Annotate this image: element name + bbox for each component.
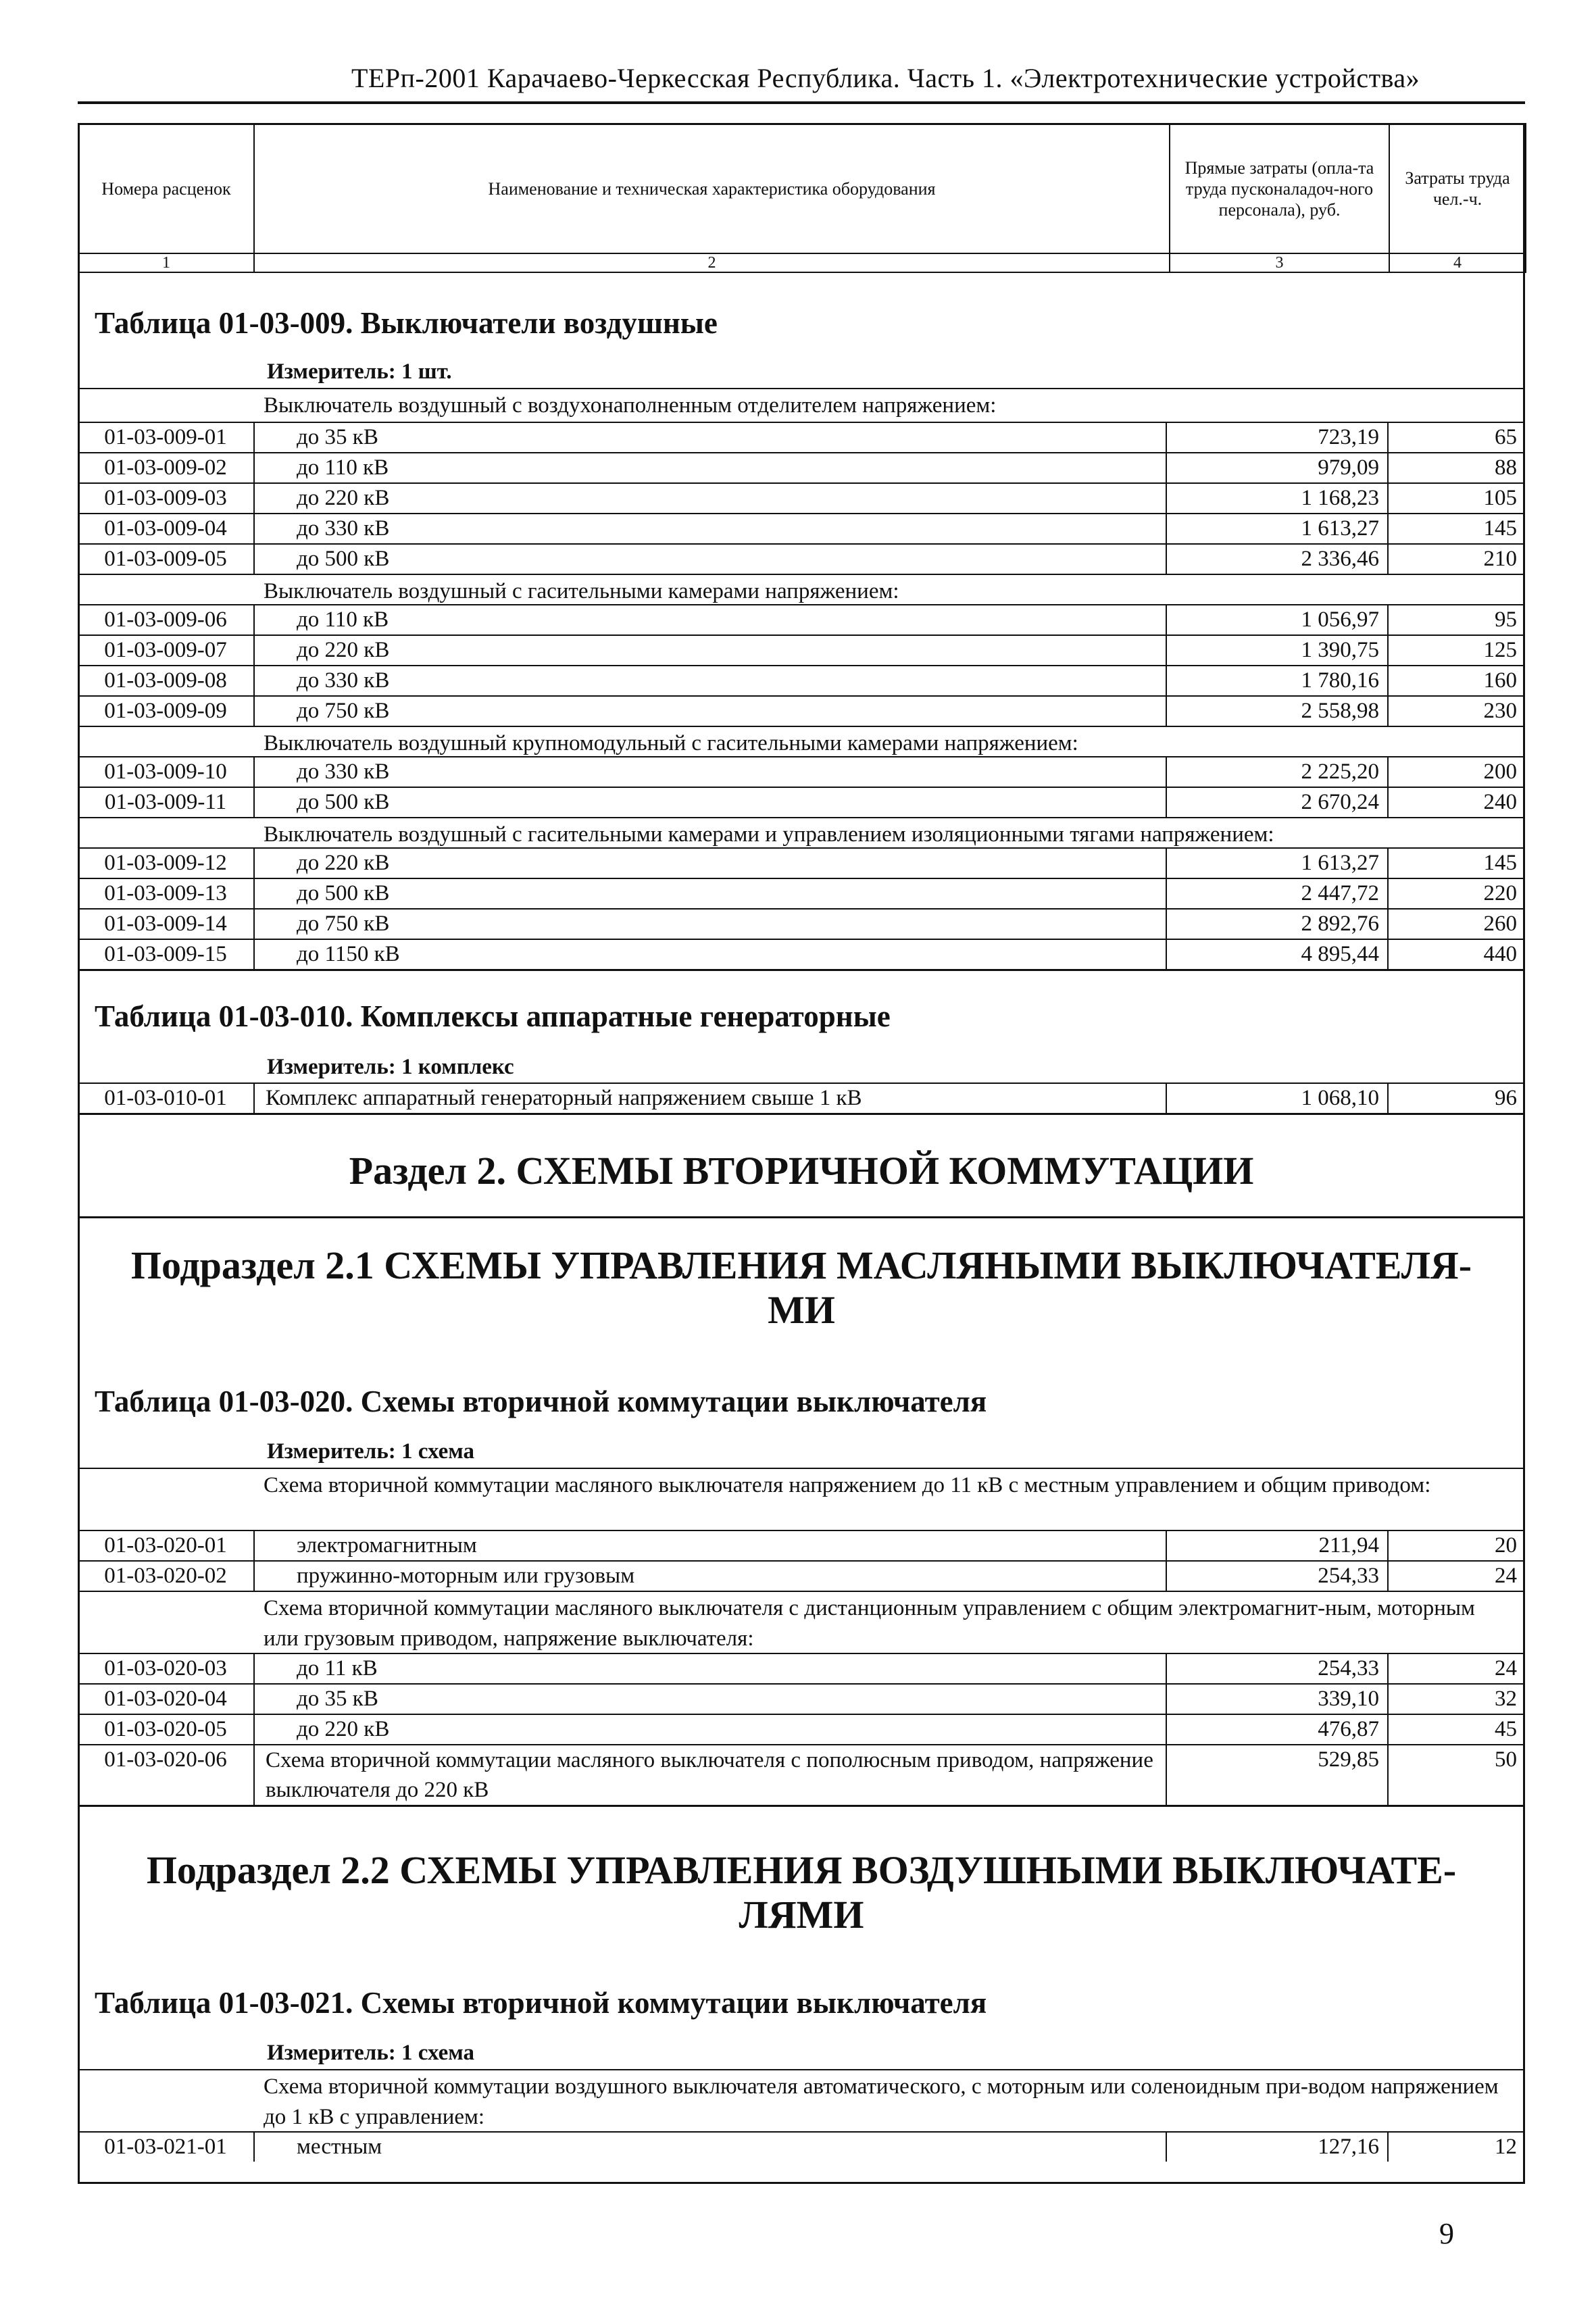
table-row: 01-03-009-09 до 750 кВ 2 558,98 230 (78, 695, 1525, 726)
table-row: 01-03-009-13 до 500 кВ 2 447,72 220 (78, 878, 1525, 908)
table-row: 01-03-009-08 до 330 кВ 1 780,16 160 (78, 665, 1525, 695)
table-row: 01-03-010-01 Комплекс аппаратный генераторный напряжением свыше 1 кВ 1 068,10 96 (78, 1082, 1525, 1113)
table-row: 01-03-009-14 до 750 кВ 2 892,76 260 (78, 908, 1525, 939)
table-009-group-4: Выключатель воздушный с гасительными камерами и управлением изоляционными тягами напряжением: (78, 817, 1525, 847)
table-010-measure: Измеритель: 1 комплекс (267, 1055, 514, 1079)
table-010-title: Таблица 01-03-010. Комплексы аппаратные генераторные (95, 999, 891, 1033)
table-row: 01-03-020-01 электромагнитным 211,94 20 (78, 1530, 1525, 1560)
table-row: 01-03-009-06 до 110 кВ 1 056,97 95 (78, 604, 1525, 634)
section-title: Раздел 2. СХЕМЫ ВТОРИЧНОЙ КОММУТАЦИИ (349, 1149, 1254, 1193)
table-020-title: Таблица 01-03-020. Схемы вторичной коммутации выключателя (95, 1385, 987, 1418)
divider (78, 969, 1525, 971)
col-number-2: 2 (254, 253, 1170, 272)
subsection-title: Подраздел 2.2 СХЕМЫ УПРАВЛЕНИЯ ВОЗДУШНЫМИ ВЫКЛЮЧАТЕ-ЛЯМИ (146, 1848, 1457, 1937)
table-021-measure: Измеритель: 1 схема (267, 2041, 475, 2065)
table-021-group-1: Схема вторичной коммутации воздушного выключателя автоматического, с моторным или соленоидным при-водом напряжением до 1 кВ с управлением: (78, 2069, 1525, 2131)
table-row: 01-03-020-04 до 35 кВ 339,10 32 (78, 1683, 1525, 1714)
divider (78, 1216, 1525, 1218)
col-header-codes: Номера расценок (78, 124, 254, 253)
col-number-3: 3 (1170, 253, 1389, 272)
table-row: 01-03-009-11 до 500 кВ 2 670,24 240 (78, 787, 1525, 817)
table-row: 01-03-020-02 пружинно-моторным или грузовым 254,33 24 (78, 1560, 1525, 1591)
table-row: 01-03-009-04 до 330 кВ 1 613,27 145 (78, 513, 1525, 543)
header-rule (78, 101, 1525, 104)
running-header: ТЕРп-2001 Карачаево-Черкесская Республика. Часть 1. «Электротехнические устройства» (351, 63, 1420, 93)
divider (78, 1805, 1525, 1807)
col-number-4: 4 (1389, 253, 1526, 272)
table-row: 01-03-009-02 до 110 кВ 979,09 88 (78, 452, 1525, 482)
table-009-group-2: Выключатель воздушный с гасительными камерами напряжением: (78, 574, 1525, 604)
table-row: 01-03-020-03 до 11 кВ 254,33 24 (78, 1653, 1525, 1683)
table-009-group-3: Выключатель воздушный крупномодульный с гасительными камерами напряжением: (78, 726, 1525, 756)
table-row: 01-03-009-15 до 1150 кВ 4 895,44 440 (78, 939, 1525, 969)
divider (78, 1113, 1525, 1115)
table-020-group-2: Схема вторичной коммутации масляного выключателя с дистанционным управлением с общим электромагнит-ным, моторным или грузовым приводом, напряжение выключателя: (78, 1591, 1525, 1653)
page-number: 9 (1439, 2217, 1454, 2250)
table-row: 01-03-009-03 до 220 кВ 1 168,23 105 (78, 482, 1525, 513)
table-row: 01-03-020-05 до 220 кВ 476,87 45 (78, 1714, 1525, 1744)
table-row: 01-03-009-10 до 330 кВ 2 225,20 200 (78, 756, 1525, 787)
table-row: 01-03-009-01 до 35 кВ 723,19 65 (78, 422, 1525, 452)
table-020-measure: Измеритель: 1 схема (267, 1439, 475, 1464)
table-009-measure: Измеритель: 1 шт. (267, 359, 452, 384)
col-header-cost: Прямые затраты (опла-та труда пусконаладоч-ного персонала), руб. (1170, 124, 1389, 253)
table-row: 01-03-009-12 до 220 кВ 1 613,27 145 (78, 847, 1525, 878)
col-header-labor: Затраты труда чел.-ч. (1389, 124, 1526, 253)
table-row: 01-03-009-07 до 220 кВ 1 390,75 125 (78, 634, 1525, 665)
table-020-group-1: Схема вторичной коммутации масляного выключателя напряжением до 11 кВ с местным управлением и общим приводом: (78, 1468, 1525, 1530)
table-row: 01-03-021-01 местным 127,16 12 (78, 2131, 1525, 2162)
column-header-table (78, 123, 1526, 273)
subsection-title: Подраздел 2.1 СХЕМЫ УПРАВЛЕНИЯ МАСЛЯНЫМИ ВЫКЛЮЧАТЕЛЯ-МИ (130, 1243, 1472, 1332)
table-009-title: Таблица 01-03-009. Выключатели воздушные (95, 306, 718, 340)
col-number-1: 1 (78, 253, 254, 272)
table-009-group-1: Выключатель воздушный с воздухонаполненным отделителем напряжением: (78, 388, 1525, 422)
table-021-title: Таблица 01-03-021. Схемы вторичной коммутации выключателя (95, 1986, 987, 2020)
col-header-name: Наименование и техническая характеристика оборудования (254, 124, 1170, 253)
table-row: 01-03-020-06 Схема вторичной коммутации масляного выключателя с пополюсным приводом, напряжение выключателя до 220 кВ 529,85 50 (78, 1744, 1525, 1805)
table-row: 01-03-009-05 до 500 кВ 2 336,46 210 (78, 543, 1525, 574)
